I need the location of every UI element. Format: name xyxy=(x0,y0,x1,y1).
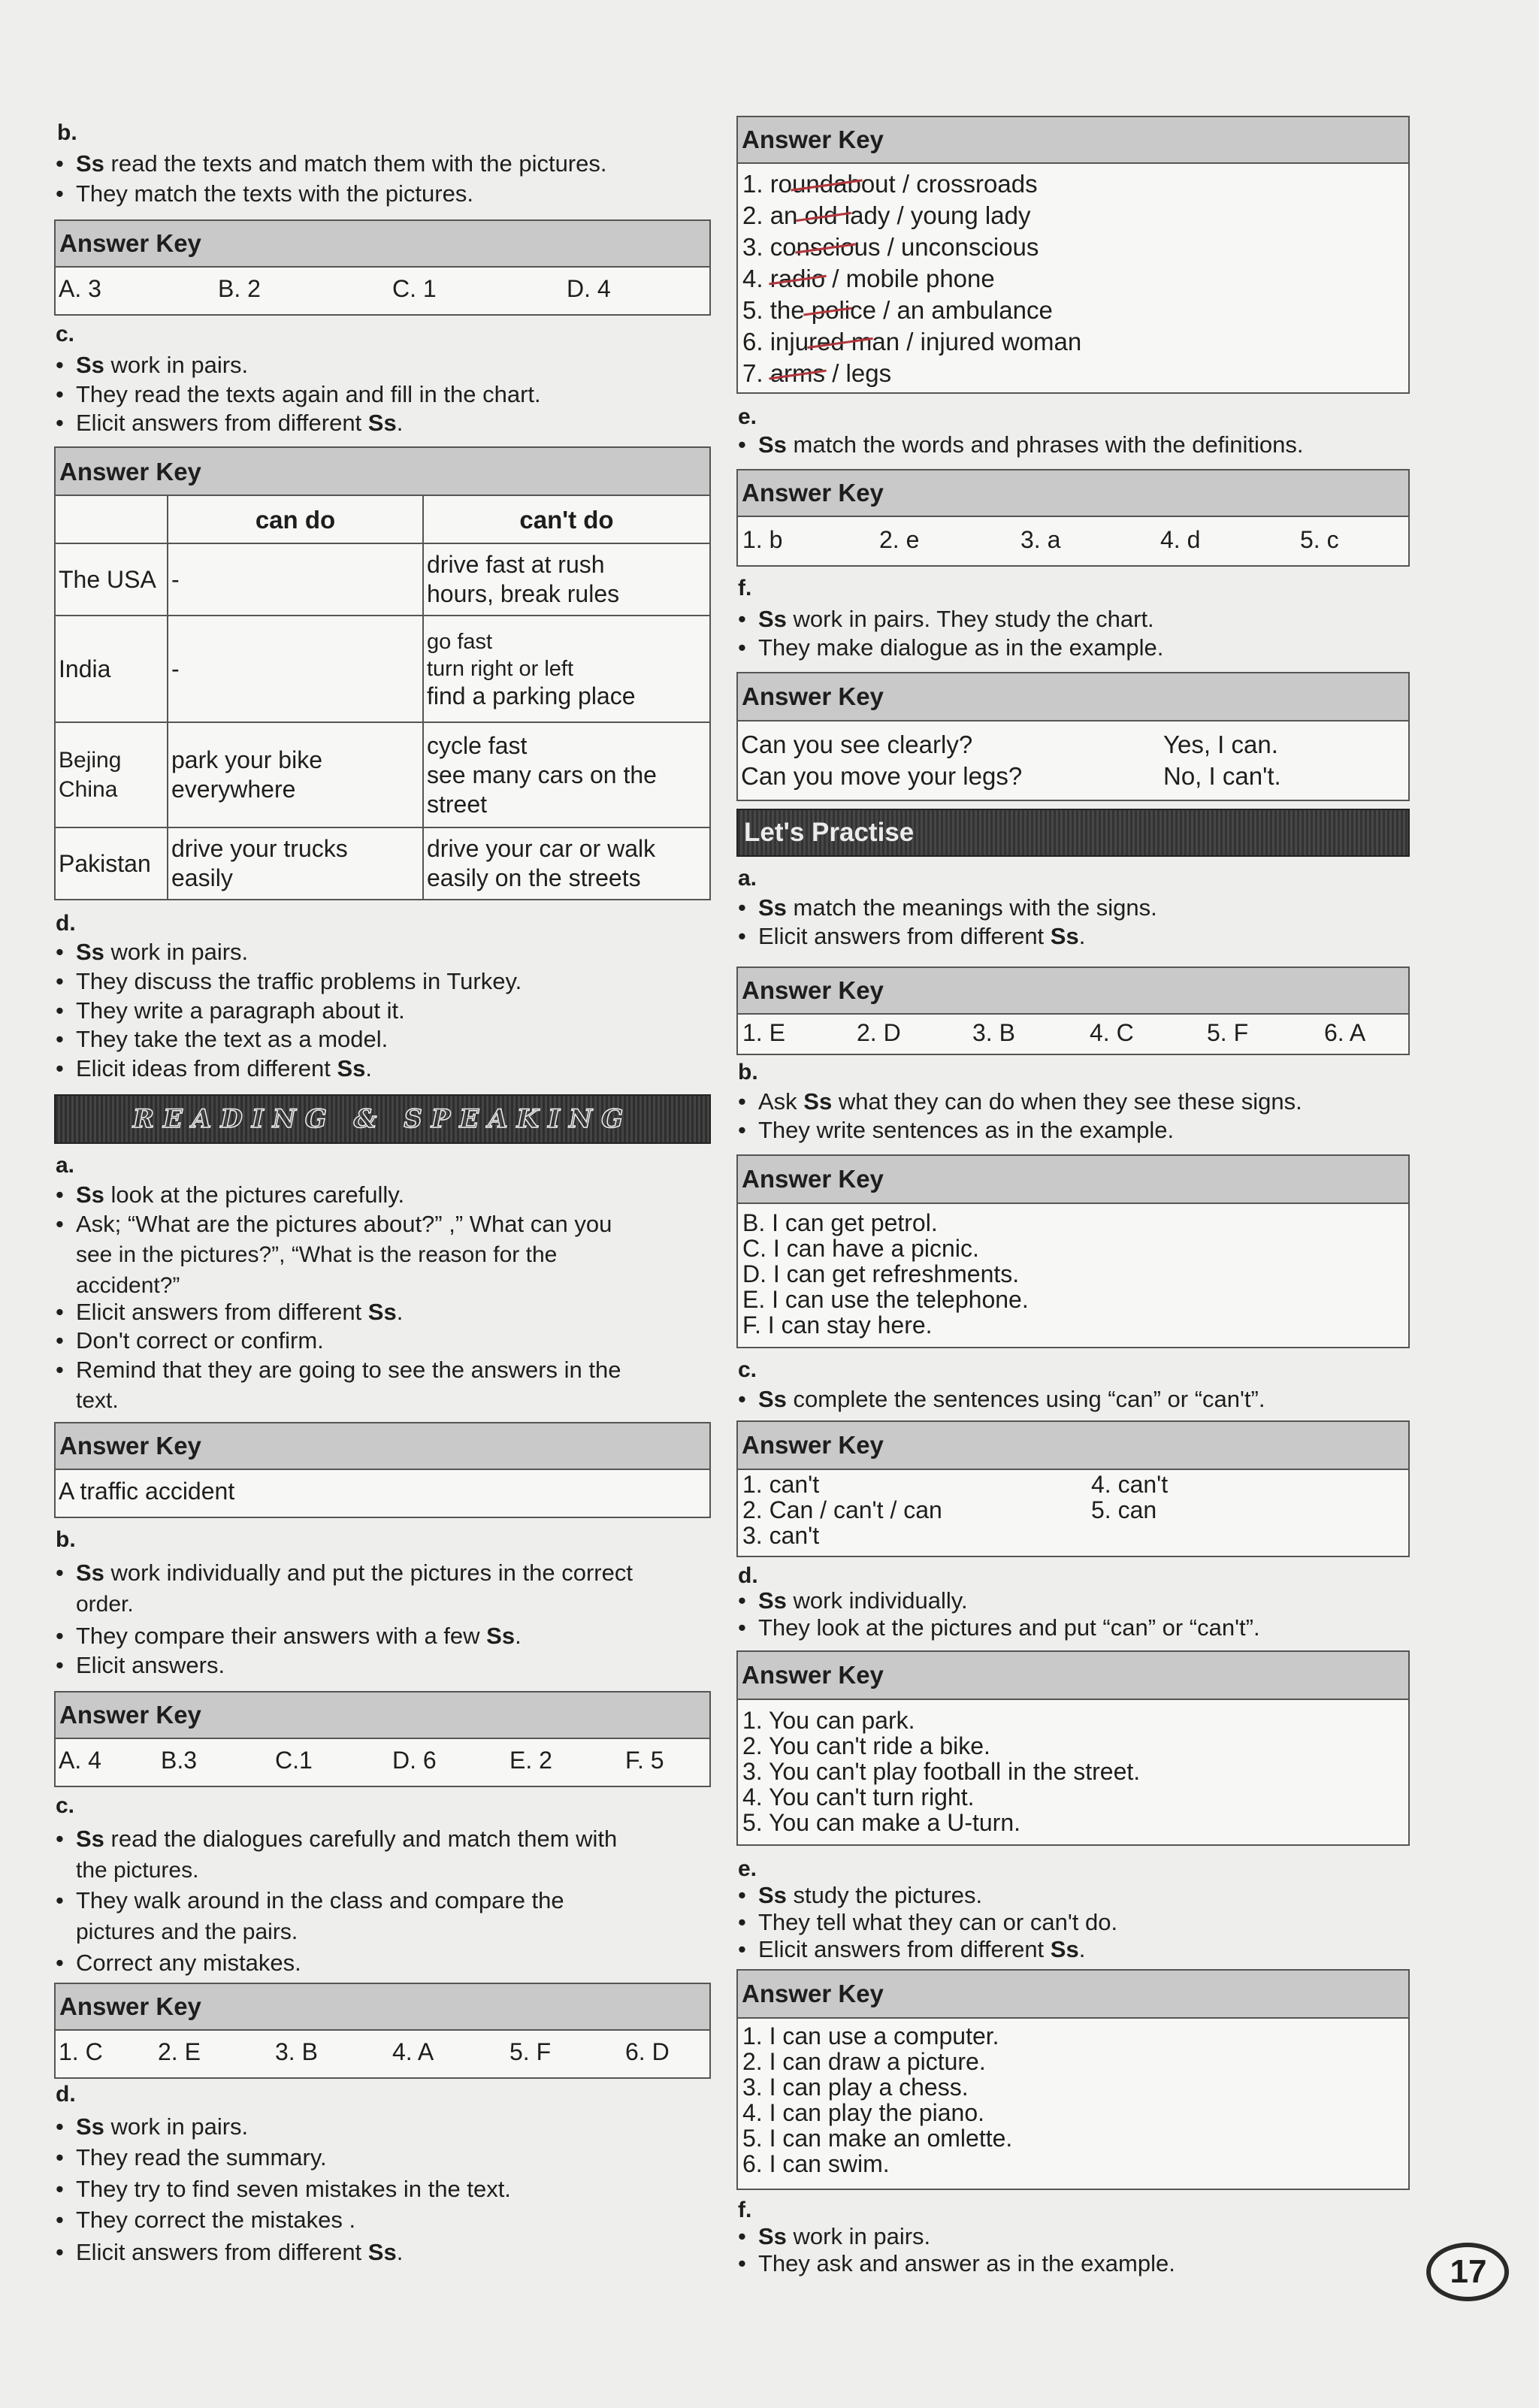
answer-cell: 3. B xyxy=(275,2038,318,2065)
chart-can: park your bike everywhere xyxy=(168,722,423,827)
exercise-letter: b. xyxy=(738,1060,758,1085)
answer-cell: 2. D xyxy=(857,1019,901,1046)
bullet-item: • Ss work individually and put the pictures in the correct order. xyxy=(56,1559,633,1617)
answer-key-title: Answer Key xyxy=(738,1422,1408,1470)
answer-key-box xyxy=(736,1969,1410,2190)
answer-line: 4. I can play the piano. xyxy=(742,2099,984,2126)
answer-key-box xyxy=(736,1420,1410,1557)
bullet-item: • Elicit answers from different Ss. xyxy=(56,2239,404,2265)
bullet-item: • Ss work in pairs. xyxy=(738,2223,931,2249)
chart-can: - xyxy=(168,616,423,722)
chart-country: Bejing China xyxy=(55,722,168,827)
answer-cell: A. 3 xyxy=(59,275,101,302)
bullet-item: • Elicit answers from different Ss. xyxy=(56,1299,404,1325)
bullet-item: • Ask Ss what they can do when they see these signs. xyxy=(738,1088,1302,1115)
bullet-item: • Ss work in pairs. xyxy=(56,2113,249,2140)
answer-line: 3. I can play a chess. xyxy=(742,2074,969,2101)
chart-cant: drive your car or walk easily on the streets xyxy=(423,827,710,900)
bullet-item: • They compare their answers with a few Ss. xyxy=(56,1623,522,1649)
answer-cell: 3. a xyxy=(1020,526,1061,553)
answer-key-box xyxy=(54,1983,711,2079)
exercise-letter: f. xyxy=(738,576,752,600)
chart-country: The USA xyxy=(55,543,168,616)
exercise-letter: c. xyxy=(56,322,75,346)
answer-cell: 2. E xyxy=(158,2038,201,2065)
answer-key-title: Answer Key xyxy=(738,470,1408,517)
page-number-badge xyxy=(1413,2238,1524,2306)
answer-key-title: Answer Key xyxy=(56,221,709,268)
answer-line: 6. I can swim. xyxy=(742,2150,890,2177)
answer-cell: 4. A xyxy=(392,2038,434,2065)
bullet-item: • They walk around in the class and compare the pictures and the pairs. xyxy=(56,1887,564,1944)
bullet-item: • Ss work in pairs. They study the chart. xyxy=(738,606,1154,632)
answer-cell: 2. e xyxy=(879,526,920,553)
answer-cell: F. 5 xyxy=(625,1747,664,1774)
can-do-chart xyxy=(54,495,711,900)
answer-key-title: Answer Key xyxy=(56,1423,709,1470)
chart-header: can't do xyxy=(423,495,710,543)
bullet-item: • Elicit answers from different Ss. xyxy=(738,923,1086,949)
bullet-item: • Ss study the pictures. xyxy=(738,1882,983,1908)
answer-key-box xyxy=(736,469,1410,567)
answer-line: 3. You can't play football in the street. xyxy=(742,1758,1141,1785)
bullet-item: • They read the summary. xyxy=(56,2144,327,2171)
answer-cell: 1. E xyxy=(742,1019,785,1046)
answer-key-box xyxy=(54,1691,711,1787)
bullet-item: • They read the texts again and fill in the chart. xyxy=(56,381,541,407)
chart-can: drive your trucks easily xyxy=(168,827,423,900)
answer-key-title: Answer Key xyxy=(738,1156,1408,1204)
bullet-item: • Ss read the texts and match them with the pictures. xyxy=(56,150,607,177)
chart-can: - xyxy=(168,543,423,616)
answer-line: C. I can have a picnic. xyxy=(742,1235,979,1262)
answer-key-title: Answer Key xyxy=(56,1984,709,2031)
bullet-item: • Ss work in pairs. xyxy=(56,352,249,378)
answer-line: 1. roundabout / crossroads xyxy=(742,170,1038,198)
answer-line: 5. I can make an omlette. xyxy=(742,2125,1013,2152)
bullet-item: • They make dialogue as in the example. xyxy=(738,634,1164,661)
answer-line: 7. arms / legs xyxy=(742,359,892,387)
dialogue-question: Can you move your legs? xyxy=(741,762,1023,790)
exercise-letter: d. xyxy=(56,911,76,936)
answer-line: 2. an old lady / young lady xyxy=(742,201,1031,229)
answer-line: 2. You can't ride a bike. xyxy=(742,1732,990,1759)
exercise-letter: e. xyxy=(738,404,757,429)
exercise-letter: d. xyxy=(738,1563,758,1588)
answer-key-title: Answer Key xyxy=(738,968,1408,1015)
bullet-item: • They match the texts with the pictures. xyxy=(56,180,473,207)
chart-cant: go fast turn right or left find a parking place xyxy=(423,616,710,722)
answer-key-box xyxy=(736,967,1410,1055)
answer-cell: C. 1 xyxy=(392,275,437,302)
answer-cell: 4. d xyxy=(1160,526,1201,553)
bullet-item: • They ask and answer as in the example. xyxy=(738,2250,1175,2276)
answer-key-title: Answer Key xyxy=(738,1971,1408,2019)
bullet-item: • Elicit ideas from different Ss. xyxy=(56,1055,373,1081)
bullet-item: • Don't correct or confirm. xyxy=(56,1327,324,1354)
page-number: 17 xyxy=(1450,2253,1487,2290)
exercise-letter: a. xyxy=(738,866,757,891)
bullet-item: • Ss complete the sentences using “can” or “can't”. xyxy=(738,1386,1265,1412)
answer-cell: B.3 xyxy=(161,1747,198,1774)
bullet-item: • They correct the mistakes . xyxy=(56,2207,356,2233)
chart-header: can do xyxy=(168,495,423,543)
bullet-item: • Ss read the dialogues carefully and match them with the pictures. xyxy=(56,1826,618,1883)
dialogue-question: Can you see clearly? xyxy=(741,731,973,758)
exercise-letter: f. xyxy=(738,2198,752,2222)
chart-cant: cycle fast see many cars on the street xyxy=(423,722,710,827)
answer-line: 4. You can't turn right. xyxy=(742,1783,975,1811)
answer-line: 4. can't xyxy=(1091,1471,1169,1498)
answer-line: 3. can't xyxy=(742,1522,820,1549)
chart-country: Pakistan xyxy=(55,827,168,900)
exercise-letter: b. xyxy=(57,120,77,145)
bullet-item: • They discuss the traffic problems in Turkey. xyxy=(56,968,522,994)
exercise-letter: c. xyxy=(56,1793,75,1818)
bullet-item: • Remind that they are going to see the answers in the text. xyxy=(56,1357,621,1413)
answer-key-box xyxy=(54,446,711,496)
exercise-letter: e. xyxy=(738,1856,757,1881)
answer-line: 5. can xyxy=(1091,1496,1157,1523)
exercise-letter: d. xyxy=(56,2082,76,2107)
bullet-item: • Elicit answers from different Ss. xyxy=(56,410,404,436)
answer-key-box xyxy=(736,672,1410,801)
answer-line: D. I can get refreshments. xyxy=(742,1260,1020,1287)
answer-key-title: Answer Key xyxy=(56,1693,709,1739)
answer-cell: 6. A xyxy=(1324,1019,1366,1046)
answer-cell: 1. C xyxy=(59,2038,103,2065)
bullet-item: • Ss work individually. xyxy=(738,1587,968,1614)
answer-cell: D. 4 xyxy=(567,275,611,302)
bullet-item: • They write sentences as in the example. xyxy=(738,1117,1175,1143)
bullet-item: • Ss work in pairs. xyxy=(56,939,249,965)
bullet-item: • They take the text as a model. xyxy=(56,1026,389,1052)
answer-cell: D. 6 xyxy=(392,1747,437,1774)
section-title: READING & SPEAKING xyxy=(132,1104,633,1134)
answer-key-title: Answer Key xyxy=(738,1652,1408,1700)
answer-cell: 3. B xyxy=(972,1019,1015,1046)
bullet-item: • They look at the pictures and put “can” or “can't”. xyxy=(738,1614,1260,1641)
answer-key-title: Answer Key xyxy=(738,673,1408,721)
answer-cell: A. 4 xyxy=(59,1747,101,1774)
chart-cant: drive fast at rush hours, break rules xyxy=(423,543,710,616)
bullet-item: • Elicit answers. xyxy=(56,1652,225,1678)
answer-line: 1. can't xyxy=(742,1471,820,1498)
section-band-reading-speaking xyxy=(54,1094,711,1144)
answer-key-box xyxy=(54,219,711,316)
bullet-item: • Ss match the words and phrases with the definitions. xyxy=(738,431,1304,458)
answer-cell: 5. c xyxy=(1300,526,1339,553)
exercise-letter: a. xyxy=(56,1153,75,1178)
bullet-item: • Elicit answers from different Ss. xyxy=(738,1936,1086,1962)
answer-line: F. I can stay here. xyxy=(742,1311,933,1339)
dialogue-answer: Yes, I can. xyxy=(1163,731,1278,758)
section-band-lets-practise xyxy=(736,809,1410,857)
chart-country: India xyxy=(55,616,168,722)
answer-line: 2. Can / can't / can xyxy=(742,1496,942,1523)
answer-line: 2. I can draw a picture. xyxy=(742,2048,986,2075)
answer-key-box xyxy=(54,1422,711,1518)
exercise-letter: b. xyxy=(56,1527,76,1552)
answer-key-title: Answer Key xyxy=(56,448,709,498)
answer-line: B. I can get petrol. xyxy=(742,1209,938,1236)
bullet-item: • Correct any mistakes. xyxy=(56,1950,301,1976)
answer-cell: 1. b xyxy=(742,526,783,553)
answer-cell: B. 2 xyxy=(218,275,261,302)
answer-line: E. I can use the telephone. xyxy=(742,1286,1029,1313)
answer-key-title: Answer Key xyxy=(738,117,1408,164)
bullet-item: • Ss match the meanings with the signs. xyxy=(738,894,1157,921)
answer-line: 5. You can make a U-turn. xyxy=(742,1809,1020,1836)
section-title: Let's Practise xyxy=(744,818,915,847)
bullet-item: • They try to find seven mistakes in the text. xyxy=(56,2176,511,2202)
bullet-item: • They tell what they can or can't do. xyxy=(738,1909,1118,1935)
bullet-item: • They write a paragraph about it. xyxy=(56,997,405,1024)
dialogue-answer: No, I can't. xyxy=(1163,762,1281,790)
bullet-item: • Ss look at the pictures carefully. xyxy=(56,1181,405,1208)
answer-key-box xyxy=(736,116,1410,394)
bullet-item: • Ask; “What are the pictures about?” ,” What can you see in the pictures?”, “What is the reason for the accident?” xyxy=(56,1211,612,1298)
answer-cell: 5. F xyxy=(1207,1019,1249,1046)
answer-cell: 5. F xyxy=(509,2038,552,2065)
answer-key-box xyxy=(736,1154,1410,1348)
answer-line: 3. conscious / unconscious xyxy=(742,233,1039,261)
answer-cell: C.1 xyxy=(275,1747,313,1774)
answer-key-box xyxy=(736,1650,1410,1846)
answer-cell: 4. C xyxy=(1090,1019,1134,1046)
answer-line: 1. I can use a computer. xyxy=(742,2022,999,2050)
exercise-letter: c. xyxy=(738,1357,757,1382)
answer-cell: A traffic accident xyxy=(59,1478,235,1505)
answer-cell: 6. D xyxy=(625,2038,670,2065)
answer-line: 1. You can park. xyxy=(742,1707,915,1734)
answer-line: 5. the police / an ambulance xyxy=(742,296,1053,324)
answer-cell: E. 2 xyxy=(509,1747,552,1774)
answer-line: 4. radio / mobile phone xyxy=(742,265,995,292)
answer-line: 6. injured man / injured woman xyxy=(742,328,1082,355)
